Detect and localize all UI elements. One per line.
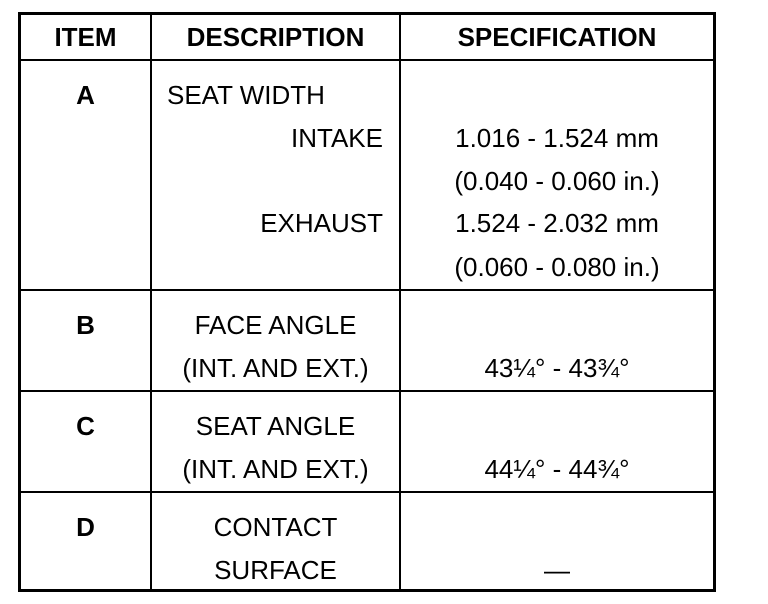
description-line: (INT. AND EXT.) (182, 353, 369, 383)
description-line: INTAKE (291, 123, 383, 153)
spec-line: (0.040 - 0.060 in.) (454, 166, 660, 196)
spec-line: 1.524 - 2.032 mm (455, 208, 659, 238)
description-line: SEAT ANGLE (195, 411, 356, 441)
header-description: DESCRIPTION (186, 22, 365, 52)
row-divider (21, 390, 713, 392)
description-line: SEAT WIDTH (167, 80, 325, 110)
item-cell: B (76, 310, 95, 340)
item-cell: A (76, 80, 95, 110)
item-cell: D (76, 512, 95, 542)
spec-table (18, 12, 716, 592)
spec-line: 1.016 - 1.524 mm (455, 123, 659, 153)
item-cell: C (76, 411, 95, 441)
spec-line: 43¼° - 43¾° (484, 353, 630, 383)
header-item: ITEM (54, 22, 117, 52)
row-divider (21, 289, 713, 291)
spec-line: (0.060 - 0.080 in.) (454, 252, 660, 282)
description-line: FACE ANGLE (194, 310, 357, 340)
spec-line: 44¼° - 44¾° (484, 454, 630, 484)
description-line: EXHAUST (260, 208, 383, 238)
column-divider (150, 15, 152, 589)
description-line: (INT. AND EXT.) (182, 454, 369, 484)
column-divider (399, 15, 401, 589)
row-divider (21, 59, 713, 61)
row-divider (21, 491, 713, 493)
header-specification: SPECIFICATION (457, 22, 657, 52)
spec-line: — (544, 555, 570, 585)
description-line: CONTACT (213, 512, 338, 542)
description-line: SURFACE (214, 555, 337, 585)
